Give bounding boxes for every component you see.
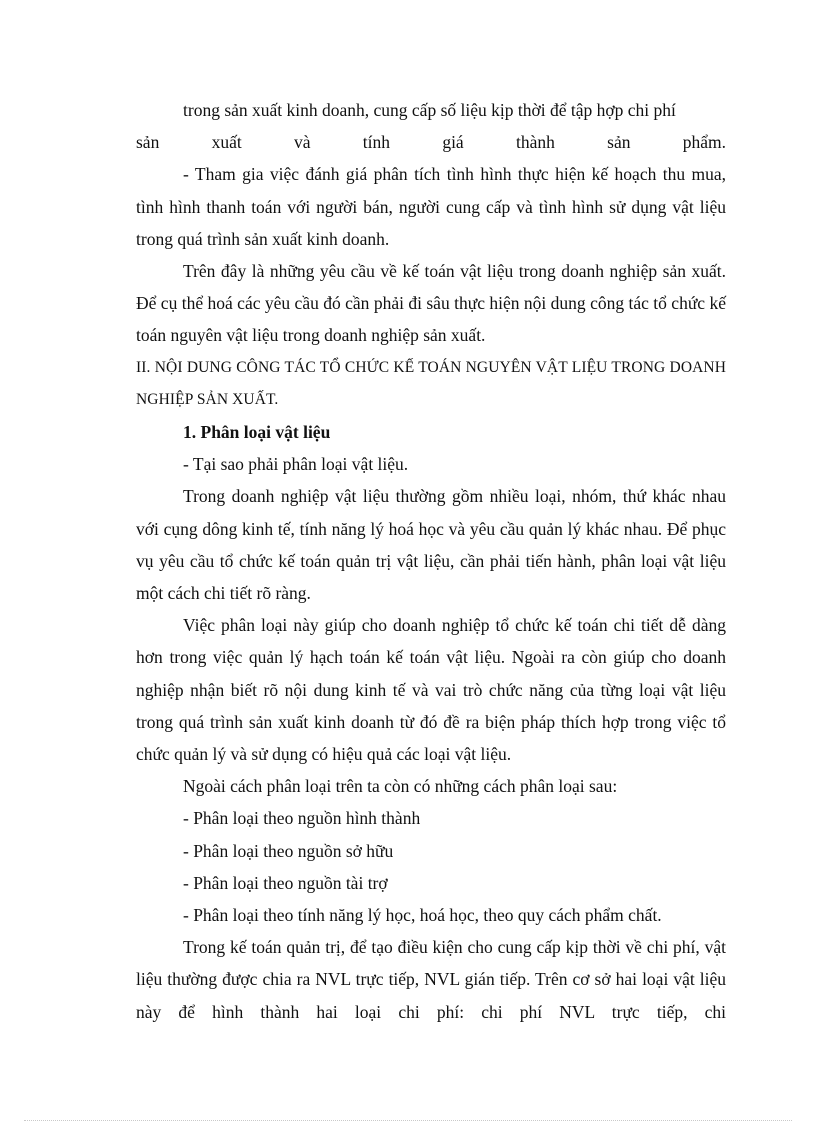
paragraph-classification-benefits: Việc phân loại này giúp cho doanh nghiệp tổ chức kế toán chi tiết dễ dàng hơn trong việc quản lý hạch toán kế toán vật liệu. Ngoài ra còn giúp cho doanh nghiệp nhận biết rõ nội dung kinh tế và vai trò chức năng của từng loại vật liệu trong quá trình sản xuất kinh doanh từ đó đề ra biện pháp thích hợp trong việc tổ chức quản lý và sử dụng có hiệu quả các loại vật liệu. (136, 615, 726, 765)
list-item: - Phân loại theo nguồn tài trợ (183, 872, 388, 893)
page-bottom-divider (24, 1120, 792, 1121)
paragraph-continuation-line1: trong sản xuất kinh doanh, cung cấp số liệu kịp thời để tập hợp chi phí (183, 100, 676, 120)
list-item: - Phân loại theo nguồn sở hữu (183, 840, 394, 861)
paragraph-continuation-line2: sản xuất và tính giá thành sản phẩm. (136, 132, 726, 153)
paragraph-participate-evaluation: - Tham gia việc đánh giá phân tích tình hình thực hiện kế hoạch thu mua, tình hình thanh toán với người bán, người cung cấp và tình hình sử dụng vật liệu trong quá trình sản xuất kinh doanh. (136, 164, 726, 249)
list-item: - Phân loại theo nguồn hình thành (183, 808, 421, 829)
paragraph-other-methods: Ngoài cách phân loại trên ta còn có những cách phân loại sau: (183, 776, 618, 797)
paragraph-requirements-summary: Trên đây là những yêu cầu về kế toán vật liệu trong doanh nghiệp sản xuất. Để cụ thể hoá các yêu cầu đó cần phải đi sâu thực hiện nội dung công tác tổ chức kế toán nguyên vật liệu trong doanh nghiệp sản xuất. (136, 261, 726, 346)
list-item: - Phân loại theo tính năng lý học, hoá học, theo quy cách phẩm chất. (183, 905, 662, 926)
document-page (136, 94, 726, 1028)
paragraph-materials-types: Trong doanh nghiệp vật liệu thường gồm nhiều loại, nhóm, thứ khác nhau với cụng dông kinh tế, tính năng lý hoá học và yêu cầu quản lý khác nhau. Để phục vụ yêu cầu tổ chức kế toán quản trị vật liệu, cần phải tiến hành, phân loại vật liệu một cách chi tiết rõ ràng. (136, 486, 726, 604)
paragraph-why-classify: - Tại sao phải phân loại vật liệu. (183, 454, 409, 475)
section-heading: II. NỘI DUNG CÔNG TÁC TỔ CHỨC KẾ TOÁN NGUYÊN VẬT LIỆU TRONG DOANH NGHIỆP SẢN XUẤT. (136, 358, 726, 408)
paragraph-management-accounting: Trong kế toán quản trị, để tạo điều kiện cho cung cấp kịp thời về chi phí, vật liệu thường được chia ra NVL trực tiếp, NVL gián tiếp. Trên cơ sở hai loại vật liệu này để hình thành hai loại chi phí: chi phí NVL trực tiếp, chi (136, 937, 726, 1022)
subheading-classification: 1. Phân loại vật liệu (183, 422, 331, 443)
